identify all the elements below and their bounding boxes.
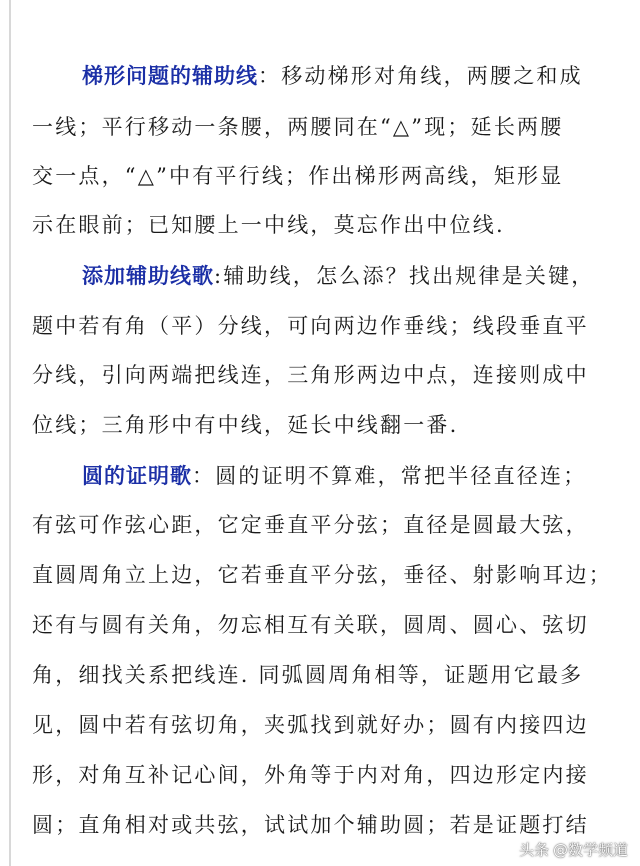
watermark-handle: @数学频道: [552, 841, 628, 859]
section-1-first-line: [82, 63, 583, 89]
section-1-heading: 梯形问题的辅助线: [82, 64, 258, 88]
section-3-line-1: ：圆的证明不算难，常把半径直径连；: [192, 464, 587, 488]
section-2-line-4: 位线；三角形中有中线，延长中线翻一番.: [32, 413, 459, 437]
section-1-line-4: 示在眼前；已知腰上一中线，莫忘作出中位线.: [32, 213, 505, 237]
section-3-line-6: 见，圆中若有弦切角，夹弧找到就好办；圆有内接四边: [32, 713, 589, 737]
section-2-heading: 添加辅助线歌: [82, 264, 214, 288]
section-1-line-1: ：移动梯形对角线，两腰之和成: [258, 64, 583, 88]
watermark-platform: 头条: [518, 841, 549, 859]
section-3-line-5: 角，细找关系把线连. 同弧圆周角相等，证题用它最多: [32, 663, 584, 687]
section-3-heading: 圆的证明歌: [82, 464, 192, 488]
section-3-first-line: [82, 463, 586, 489]
section-2-line-3: 分线，引向两端把线连，三角形两边中点，连接则成中: [32, 363, 589, 387]
section-2-first-line: [82, 263, 594, 289]
section-3-line-7: 形，对角互补记心间，外角等于内对角，四边形定内接: [32, 763, 589, 787]
section-3-line-4: 还有与圆有关角，勿忘相互有关联，圆周、圆心、弦切: [32, 613, 589, 637]
section-3-line-8: 圆；直角相对或共弦，试试加个辅助圆；若是证题打结: [32, 813, 589, 837]
section-1-line-2: 一线；平行移动一条腰，两腰同在“△”现；延长两腰: [32, 115, 564, 139]
section-3-line-3: 直圆周角立上边，它若垂直平分弦，垂径、射影响耳边；: [32, 563, 612, 587]
section-2-line-2: 题中若有角（平）分线，可向两边作垂线；线段垂直平: [32, 314, 589, 338]
section-3-line-2: 有弦可作弦心距，它定垂直平分弦；直径是圆最大弦，: [32, 513, 589, 537]
section-1-line-3: 交一点，“△”中有平行线；作出梯形两高线，矩形显: [32, 164, 564, 188]
section-2-line-1: :辅助线，怎么添？找出规律是关键，: [214, 264, 595, 288]
left-border-line: [9, 0, 11, 866]
watermark: [519, 839, 628, 860]
